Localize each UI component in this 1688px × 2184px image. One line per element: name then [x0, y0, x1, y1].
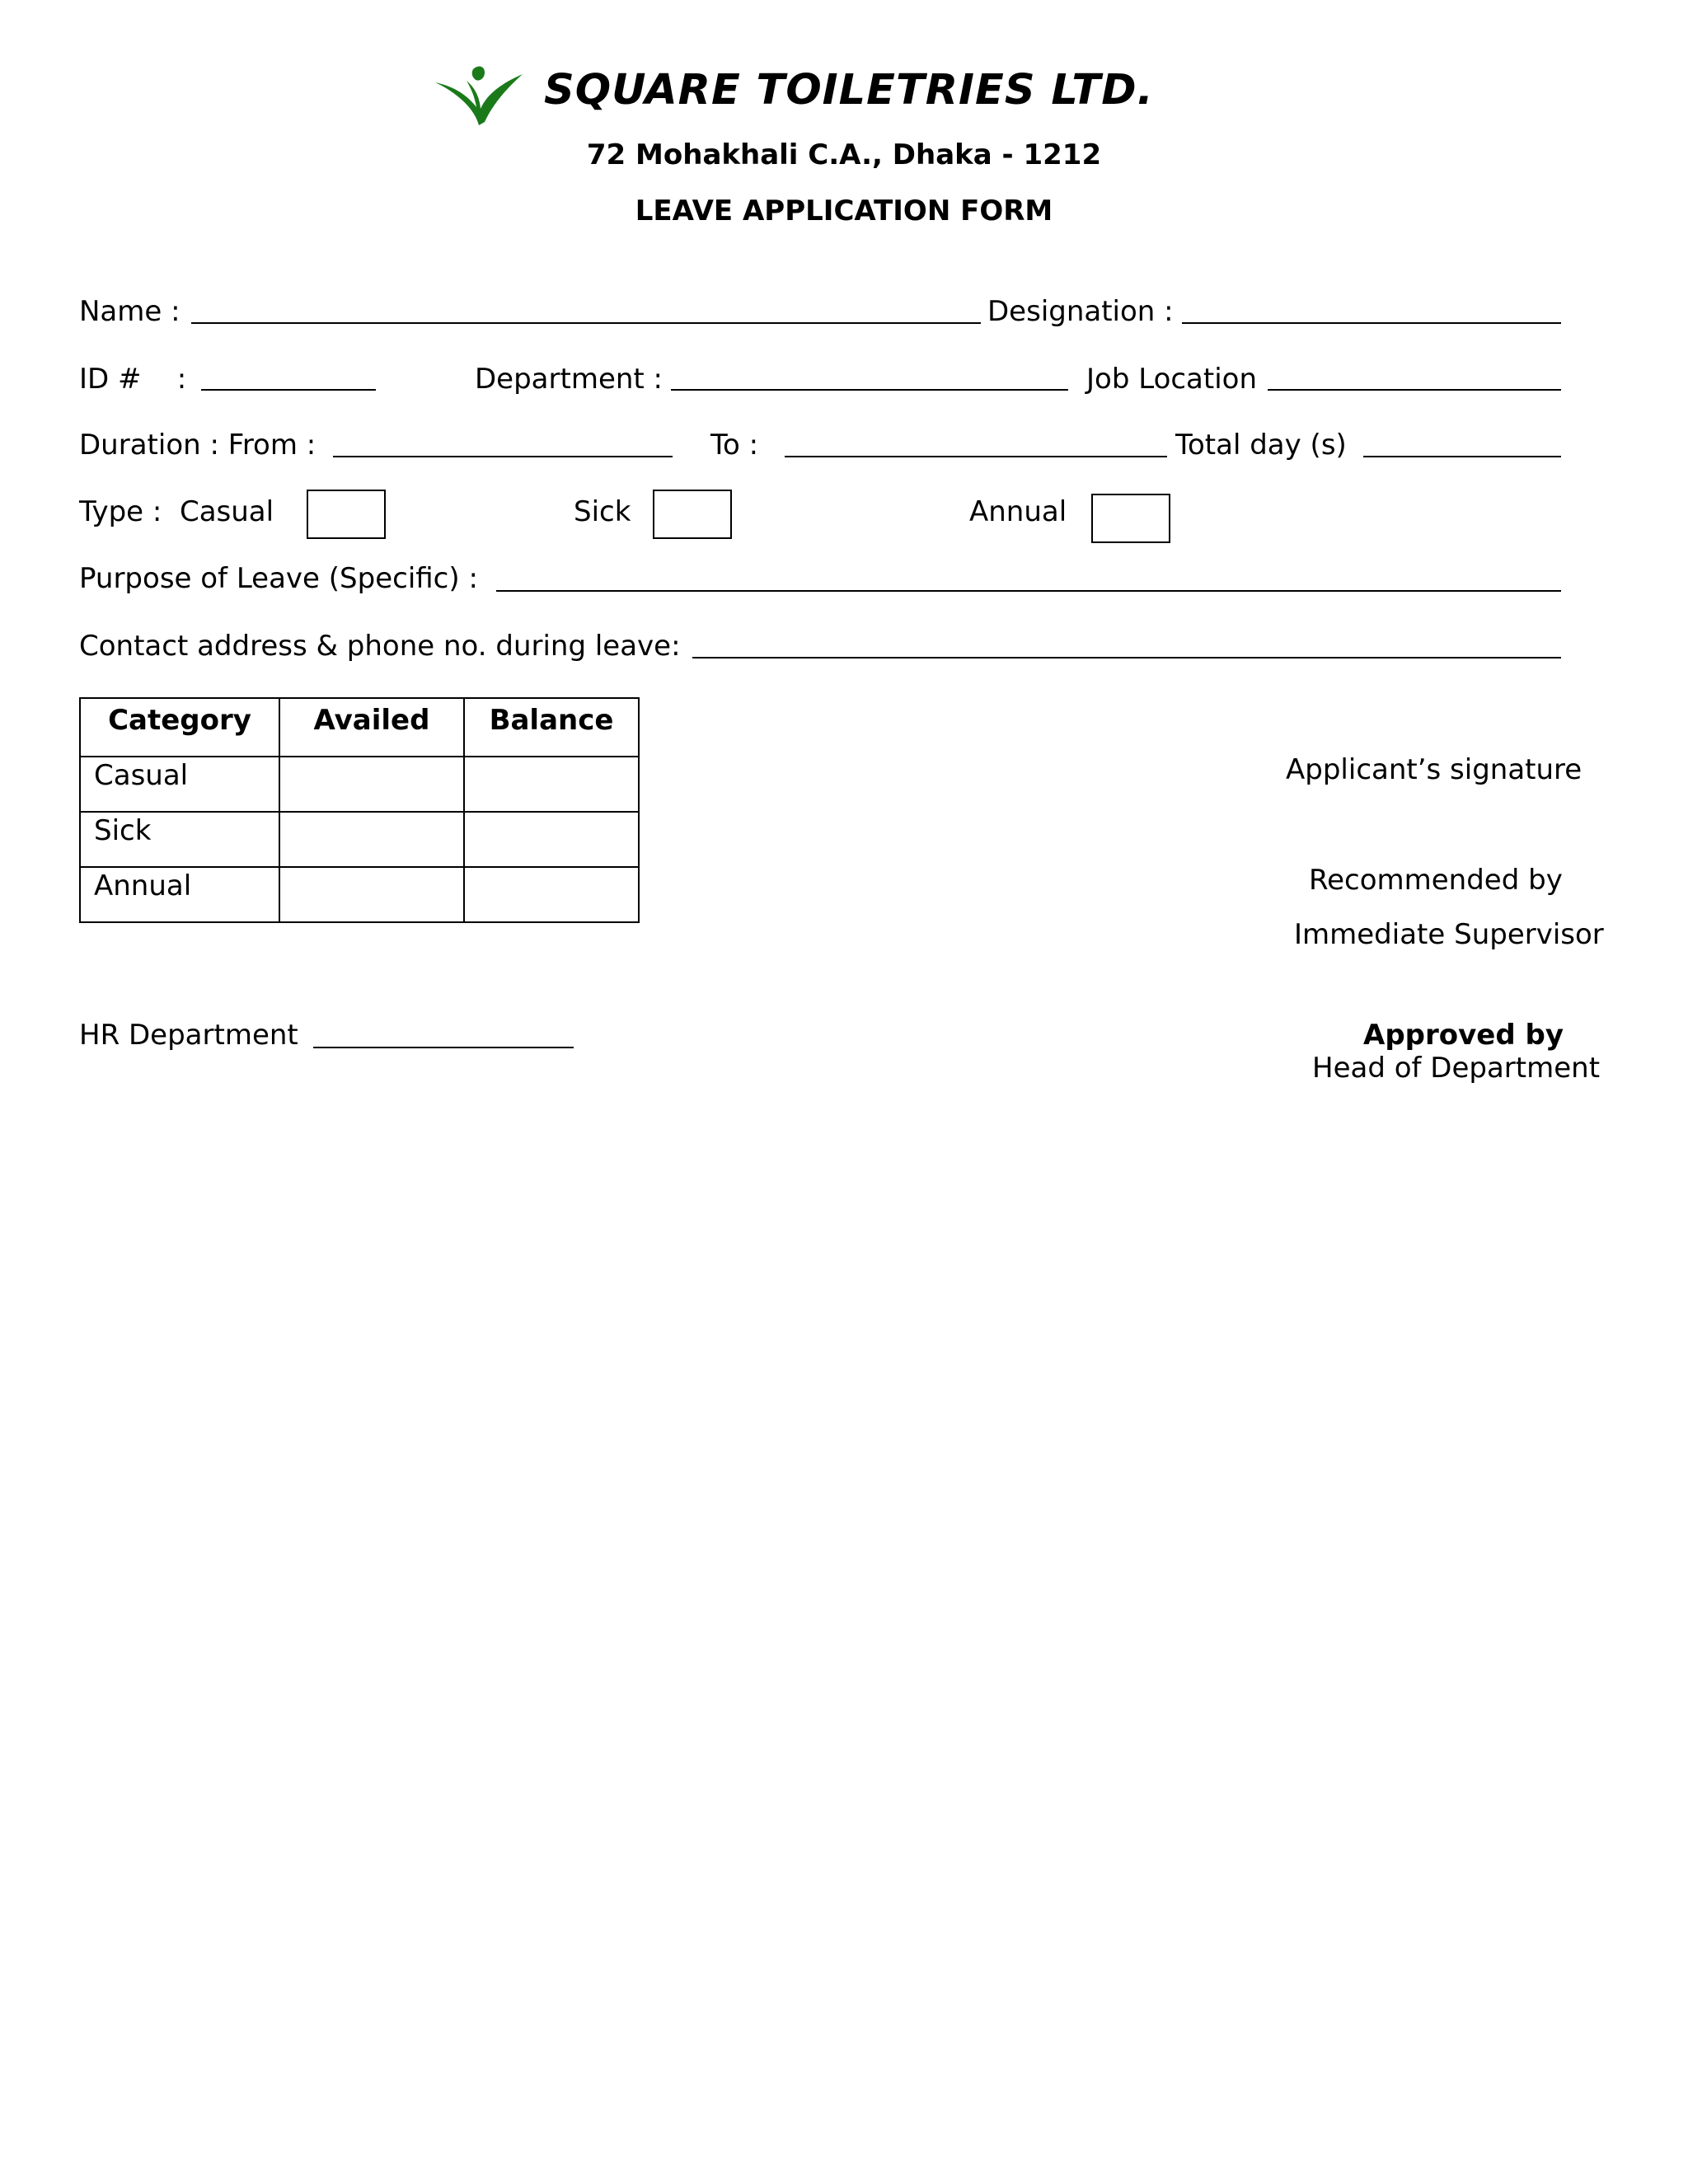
immediate-supervisor-label: Immediate Supervisor	[1294, 918, 1604, 951]
category-cell: Annual	[80, 867, 279, 922]
to-date-field-line[interactable]	[785, 456, 1167, 457]
total-days-label: Total day (s)	[1175, 429, 1347, 462]
table-row	[80, 757, 639, 812]
balance-cell[interactable]	[464, 867, 639, 922]
from-date-field-line[interactable]	[333, 456, 673, 457]
casual-checkbox[interactable]	[307, 490, 386, 539]
type-casual-label: Type : Casual	[79, 495, 274, 528]
total-days-field-line[interactable]	[1363, 456, 1561, 457]
company-name: SQUARE TOILETRIES LTD.	[544, 66, 1154, 115]
sick-checkbox[interactable]	[653, 490, 732, 539]
balance-header: Balance	[464, 698, 639, 757]
company-address: 72 Mohakhali C.A., Dhaka - 1212	[586, 138, 1102, 171]
designation-label: Designation :	[987, 295, 1174, 328]
name-label: Name :	[79, 295, 181, 328]
balance-cell[interactable]	[464, 812, 639, 867]
job-location-label: Job Location	[1086, 363, 1258, 396]
category-cell: Casual	[80, 757, 279, 812]
approved-by-label: Approved by	[1363, 1019, 1564, 1052]
head-of-department-label: Head of Department	[1312, 1052, 1601, 1085]
hr-signature-line[interactable]	[313, 1047, 574, 1048]
annual-checkbox[interactable]	[1091, 494, 1170, 543]
availed-header: Availed	[279, 698, 464, 757]
to-label: To :	[710, 429, 759, 462]
purpose-label: Purpose of Leave (Specific) :	[79, 562, 478, 595]
leave-summary-table	[79, 697, 640, 923]
leaf-logo-icon	[434, 64, 524, 127]
availed-cell[interactable]	[279, 757, 464, 812]
balance-cell[interactable]	[464, 757, 639, 812]
hr-department-label: HR Department	[79, 1019, 298, 1052]
department-field-line[interactable]	[671, 389, 1068, 391]
designation-field-line[interactable]	[1182, 322, 1561, 324]
contact-label: Contact address & phone no. during leave:	[79, 630, 681, 663]
id-label: ID # :	[79, 363, 187, 396]
purpose-field-line[interactable]	[496, 590, 1561, 592]
table-row	[80, 867, 639, 922]
availed-cell[interactable]	[279, 812, 464, 867]
company-logo	[434, 64, 524, 127]
recommended-by-label: Recommended by	[1309, 864, 1563, 897]
id-field-line[interactable]	[201, 389, 376, 391]
department-label: Department :	[475, 363, 663, 396]
category-header: Category	[80, 698, 279, 757]
table-row	[80, 812, 639, 867]
job-location-field-line[interactable]	[1268, 389, 1561, 391]
applicant-signature-label: Applicant’s signature	[1286, 753, 1582, 786]
contact-field-line[interactable]	[692, 657, 1561, 658]
name-field-line[interactable]	[191, 322, 981, 324]
table-header-row	[80, 698, 639, 757]
type-annual-label: Annual	[969, 495, 1067, 528]
availed-cell[interactable]	[279, 867, 464, 922]
form-title: LEAVE APPLICATION FORM	[635, 194, 1053, 227]
duration-from-label: Duration : From :	[79, 429, 316, 462]
category-cell: Sick	[80, 812, 279, 867]
type-sick-label: Sick	[574, 495, 631, 528]
